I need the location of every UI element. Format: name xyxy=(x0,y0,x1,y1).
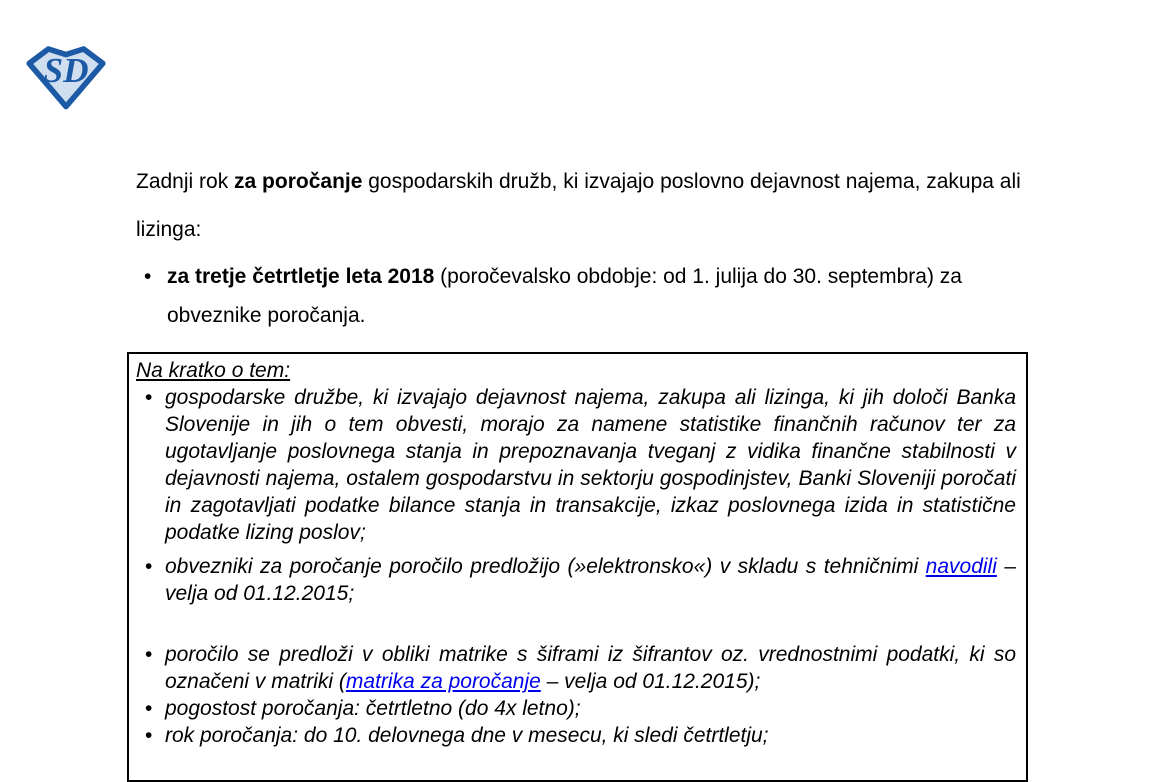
info-bullet-deadline xyxy=(136,722,1016,749)
deadline-bullet xyxy=(136,257,1026,335)
logo-letters: SD xyxy=(43,50,89,90)
intro-text-1: Zadnji rok xyxy=(136,170,235,193)
document-body xyxy=(136,158,1026,335)
info-box-heading: Na kratko o tem: xyxy=(136,359,291,382)
intro-paragraph xyxy=(136,158,1026,254)
intro-bold-text: za poročanje xyxy=(234,170,363,193)
info-bullet-submission-post: – velja od 01.12.2015; xyxy=(165,555,1016,605)
info-bullet-obligations xyxy=(136,384,1016,546)
intro-text-2: gospodarskih družb, ki izvajajo poslovno dejavnost najema, zakupa ali lizinga: xyxy=(136,170,1021,241)
info-bullet-deadline-text: rok poročanja: do 10. delovnega dne v mesecu, ki sledi četrtletju; xyxy=(165,724,769,747)
info-bullet-frequency xyxy=(136,695,1016,722)
navodili-link[interactable]: navodili xyxy=(925,555,997,578)
deadline-bold-text: za tretje četrtletje leta 2018 xyxy=(167,265,435,288)
info-bullet-frequency-text: pogostost poročanja: četrtletno (do 4x letno); xyxy=(165,697,581,720)
info-bullet-matrix-post: – velja od 01.12.2015); xyxy=(540,670,761,693)
info-bullet-matrix-pre: poročilo se predloži v obliki matrike s šiframi iz šifrantov oz. vrednostnimi podatki, ki so označeni v matriki ( xyxy=(165,643,1016,693)
info-bullet-submission xyxy=(136,553,1016,607)
info-bullet-obligations-text: gospodarske družbe, ki izvajajo dejavnost najema, zakupa ali lizinga, ki jih določi Banka Slovenije in jih o tem obvesti, morajo za namene statistike finančnih računov ter za ugotavljanje poslovnega stanja in prepoznavanja tveganj z vidika finančne stabilnosti v dejavnosti najema, ostalem gospodarstvu in sektorju gospodinjstev, Banki Sloveniji poročati in zagotavljati podatke bilance stanja in transakcije, izkaz poslovnega izida in statistične podatke lizing poslov; xyxy=(165,386,1016,544)
info-box xyxy=(127,352,1028,782)
deadline-rest-text: (poročevalsko obdobje: od 1. julija do 30. septembra) za obveznike poročanja. xyxy=(167,265,962,327)
matrika-za-porocanje-link[interactable]: matrika za poročanje xyxy=(345,670,541,693)
sd-diamond-logo xyxy=(26,44,106,110)
sd-diamond-logo-icon xyxy=(26,44,106,110)
info-bullet-submission-pre: obvezniki za poročanje poročilo predložijo (»elektronsko«) v skladu s tehničnimi xyxy=(165,555,926,578)
info-bullet-matrix xyxy=(136,641,1016,695)
